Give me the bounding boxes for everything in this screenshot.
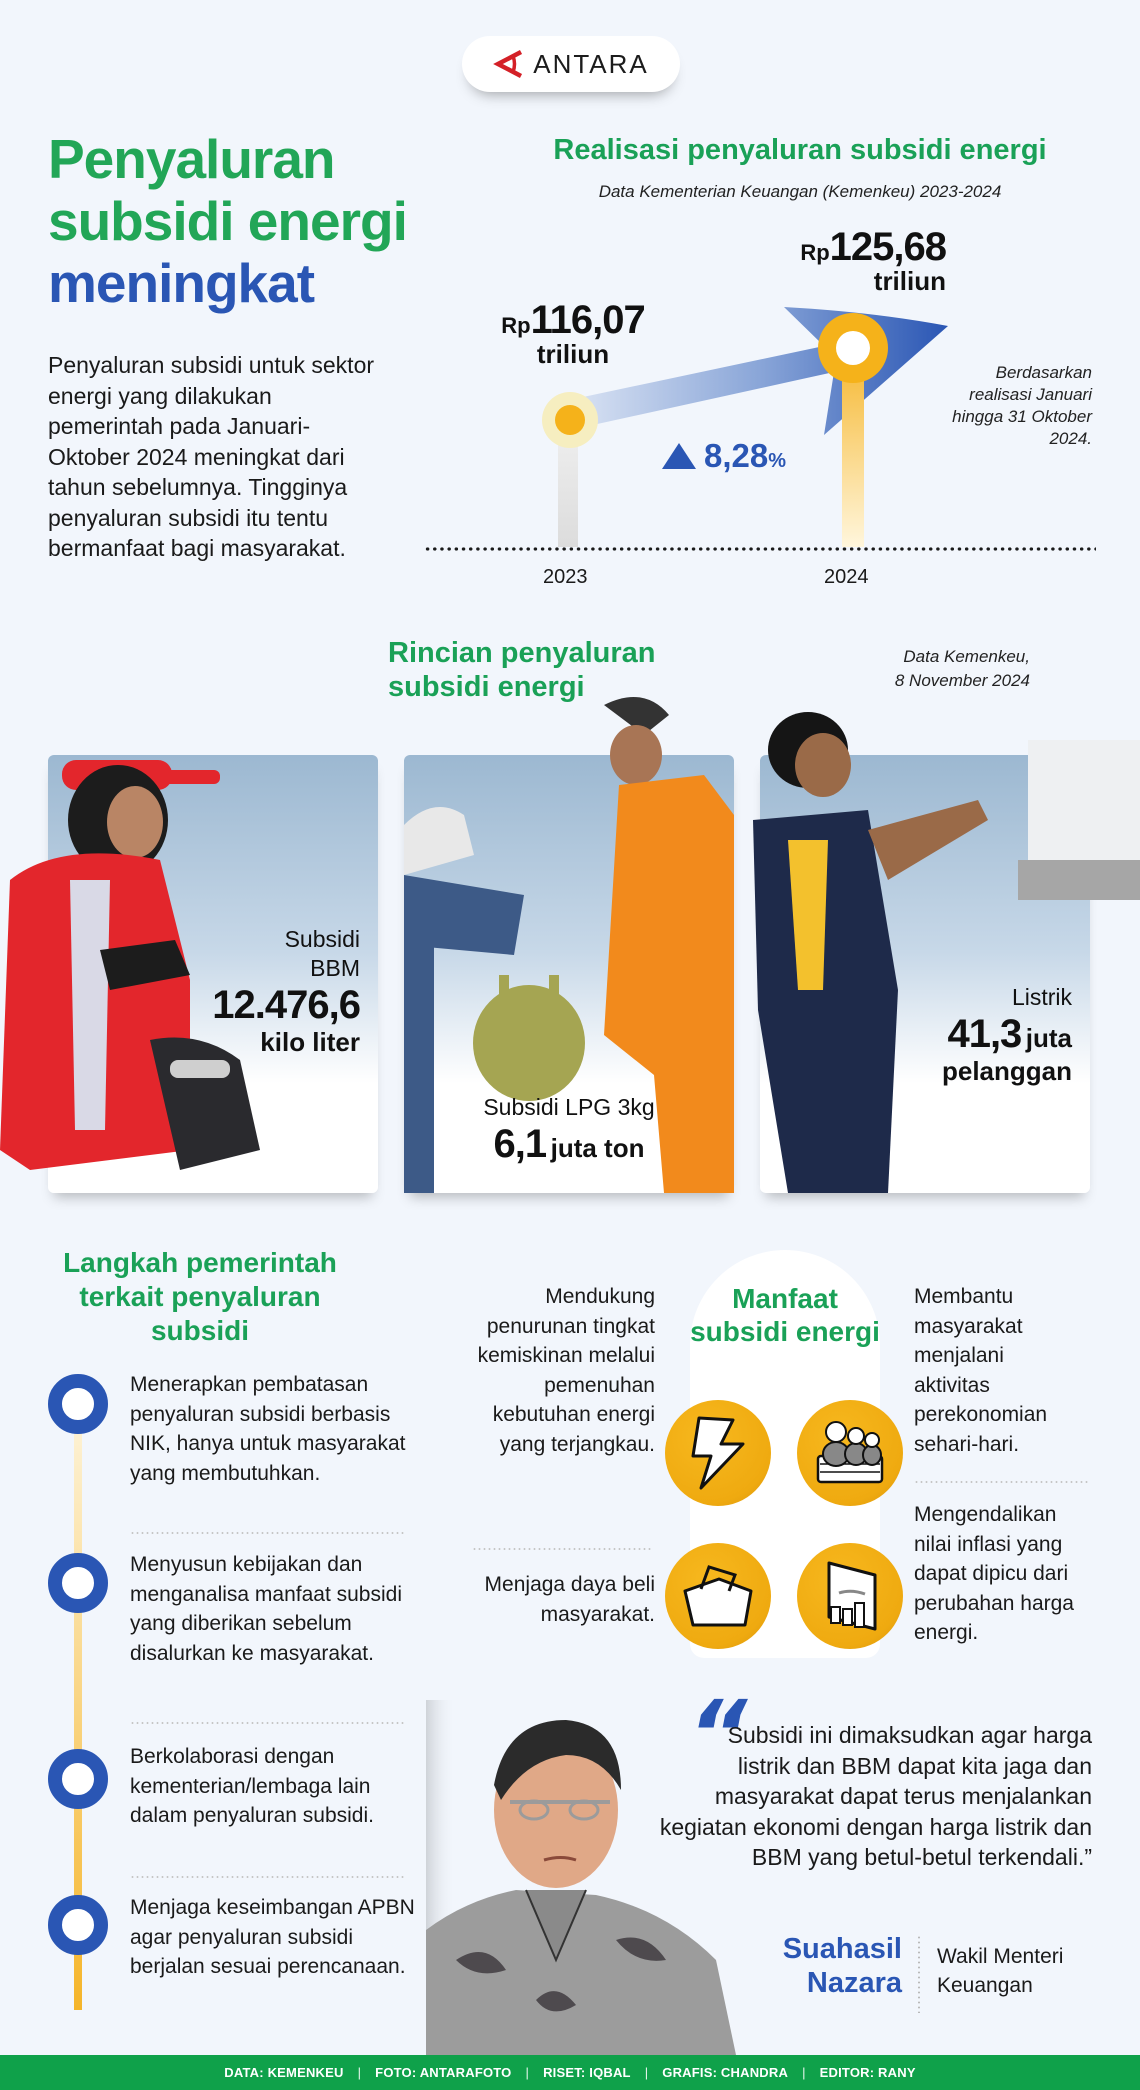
step-divider — [130, 1722, 405, 1724]
people-icon — [797, 1400, 903, 1506]
step-2: Menyusun kebijakan dan menganalisa manfaat subsidi yang diberikan sebelum disalurkan ke masyarakat. — [130, 1553, 402, 1665]
card-bbm-text: Subsidi BBM 12.476,6 kilo liter — [212, 926, 360, 1057]
quote-text: Subsidi ini dimaksudkan agar harga listrik dan BBM dapat kita jaga dan masyarakat dapat terus menjalankan kegiatan ekonomi dengan harga listrik dan BBM yang betul-betul terkendali.” — [659, 1722, 1092, 1870]
lpg-unit: juta ton — [550, 1133, 645, 1163]
benefit-1: Mendukung penurunan tingkat kemiskinan melalui pemenuhan kebutuhan energi yang terjangkau. — [477, 1285, 655, 1456]
title-line-3: meningkat — [48, 252, 315, 314]
speaker-role: Wakil Menteri Keuangan — [937, 1945, 1064, 1997]
up-triangle-icon — [662, 443, 696, 469]
listrik-value: 41,3 — [947, 1012, 1022, 1056]
value-2024-number: 125,68 — [829, 225, 946, 269]
lightning-icon — [665, 1400, 771, 1506]
credit-grafis: GRAFIS: CHANDRA — [662, 2065, 789, 2080]
credit-editor: EDITOR: RANY — [819, 2065, 916, 2080]
value-2024: Rp125,68 triliun — [766, 225, 946, 297]
brand-name: ANTARA — [533, 48, 649, 79]
marker-2023 — [555, 405, 585, 435]
bar-chart-icon — [797, 1543, 903, 1649]
basket-icon — [665, 1543, 771, 1649]
timeline-node-3 — [48, 1749, 108, 1809]
step-divider — [130, 1876, 405, 1878]
lpg-value: 6,1 — [493, 1122, 547, 1166]
step-1: Menerapkan pembatasan penyaluran subsidi berbasis NIK, hanya untuk masyarakat yang membutuhkan. — [130, 1373, 406, 1485]
credit-data: DATA: KEMENKEU — [224, 2065, 344, 2080]
step-3: Berkolaborasi dengan kementerian/lembaga lain dalam penyaluran subsidi. — [130, 1745, 374, 1827]
benefit-divider — [914, 1481, 1089, 1483]
antara-logo-icon — [493, 49, 525, 79]
benefit-4: Mengendalikan nilai inflasi yang dapat dipicu dari perubahan harga energi. — [914, 1503, 1074, 1644]
x-tick-2023: 2023 — [543, 566, 588, 588]
benefit-3: Menjaga daya beli masyarakat. — [484, 1573, 655, 1626]
growth-value: 8,28 — [704, 437, 769, 474]
timeline-node-2 — [48, 1553, 108, 1613]
bbm-unit: kilo liter — [260, 1027, 360, 1057]
card-lpg — [404, 755, 734, 1193]
timeline-node-4 — [48, 1895, 108, 1955]
x-axis — [424, 547, 1096, 551]
chart-subtitle: Data Kementerian Keuangan (Kemenkeu) 2023-2024 — [598, 182, 1002, 201]
card-listrik — [760, 755, 1090, 1193]
rincian-title: Rincian penyaluran subsidi energi — [388, 637, 656, 703]
card-listrik-text: Listrik 41,3 juta pelanggan — [941, 984, 1072, 1086]
speaker-name: Suahasil Nazara — [782, 1933, 902, 1999]
growth-badge: 8,28% — [662, 437, 786, 475]
value-2023-unit: triliun — [536, 339, 610, 369]
credit-foto: FOTO: ANTARAFOTO — [375, 2065, 512, 2080]
timeline-node-1 — [48, 1374, 108, 1434]
page-title — [48, 128, 407, 314]
value-2023-number: 116,07 — [530, 298, 645, 342]
benefit-2: Membantu masyarakat menjalani aktivitas perekonomian sehari-hari. — [914, 1285, 1048, 1456]
marker-2024-center — [836, 331, 870, 365]
credits-footer: DATA: KEMENKEU | FOTO: ANTARAFOTO | RISET: IQBAL | GRAFIS: CHANDRA | EDITOR: RANY — [0, 2055, 1140, 2090]
title-line-2: subsidi energi — [48, 190, 407, 252]
quote-mark-icon: “ — [688, 1681, 740, 1788]
chart-note: Berdasarkan realisasi Januari hingga 31 Oktober 2024. — [952, 363, 1092, 448]
card-lpg-text: Subsidi LPG 3kg 6,1 juta ton — [483, 1094, 655, 1166]
listrik-unit: pelanggan — [941, 1056, 1072, 1086]
card-bbm — [48, 755, 378, 1193]
step-4: Menjaga keseimbangan APBN agar penyaluran subsidi berjalan sesuai perencanaan. — [130, 1896, 415, 1978]
value-2023: Rp116,07 triliun — [488, 298, 658, 370]
langkah-title: Langkah pemerintah terkait penyaluran subsidi — [63, 1247, 337, 1346]
antara-logo — [462, 36, 680, 92]
rincian-source: Data Kemenkeu, 8 November 2024 — [894, 647, 1030, 690]
chart-title: Realisasi penyaluran subsidi energi — [553, 134, 1047, 166]
credit-riset: RISET: IQBAL — [543, 2065, 631, 2080]
benefit-divider — [472, 1548, 652, 1550]
electricity-meter-photo — [748, 690, 1140, 1193]
value-2024-unit: triliun — [873, 266, 946, 296]
speaker-divider — [918, 1935, 920, 2013]
x-tick-2024: 2024 — [824, 566, 869, 588]
bbm-value: 12.476,6 — [212, 983, 360, 1027]
intro-paragraph: Penyaluran subsidi untuk sektor energi yang dilakukan pemerintah pada Januari-Oktober 2024 meningkat dari tahun sebelumnya. Tingginya penyaluran subsidi itu tentu bermanfaat bagi masyarakat. — [48, 352, 375, 561]
manfaat-title: Manfaat subsidi energi — [690, 1283, 880, 1347]
step-divider — [130, 1532, 405, 1534]
title-line-1: Penyaluran — [48, 128, 335, 190]
